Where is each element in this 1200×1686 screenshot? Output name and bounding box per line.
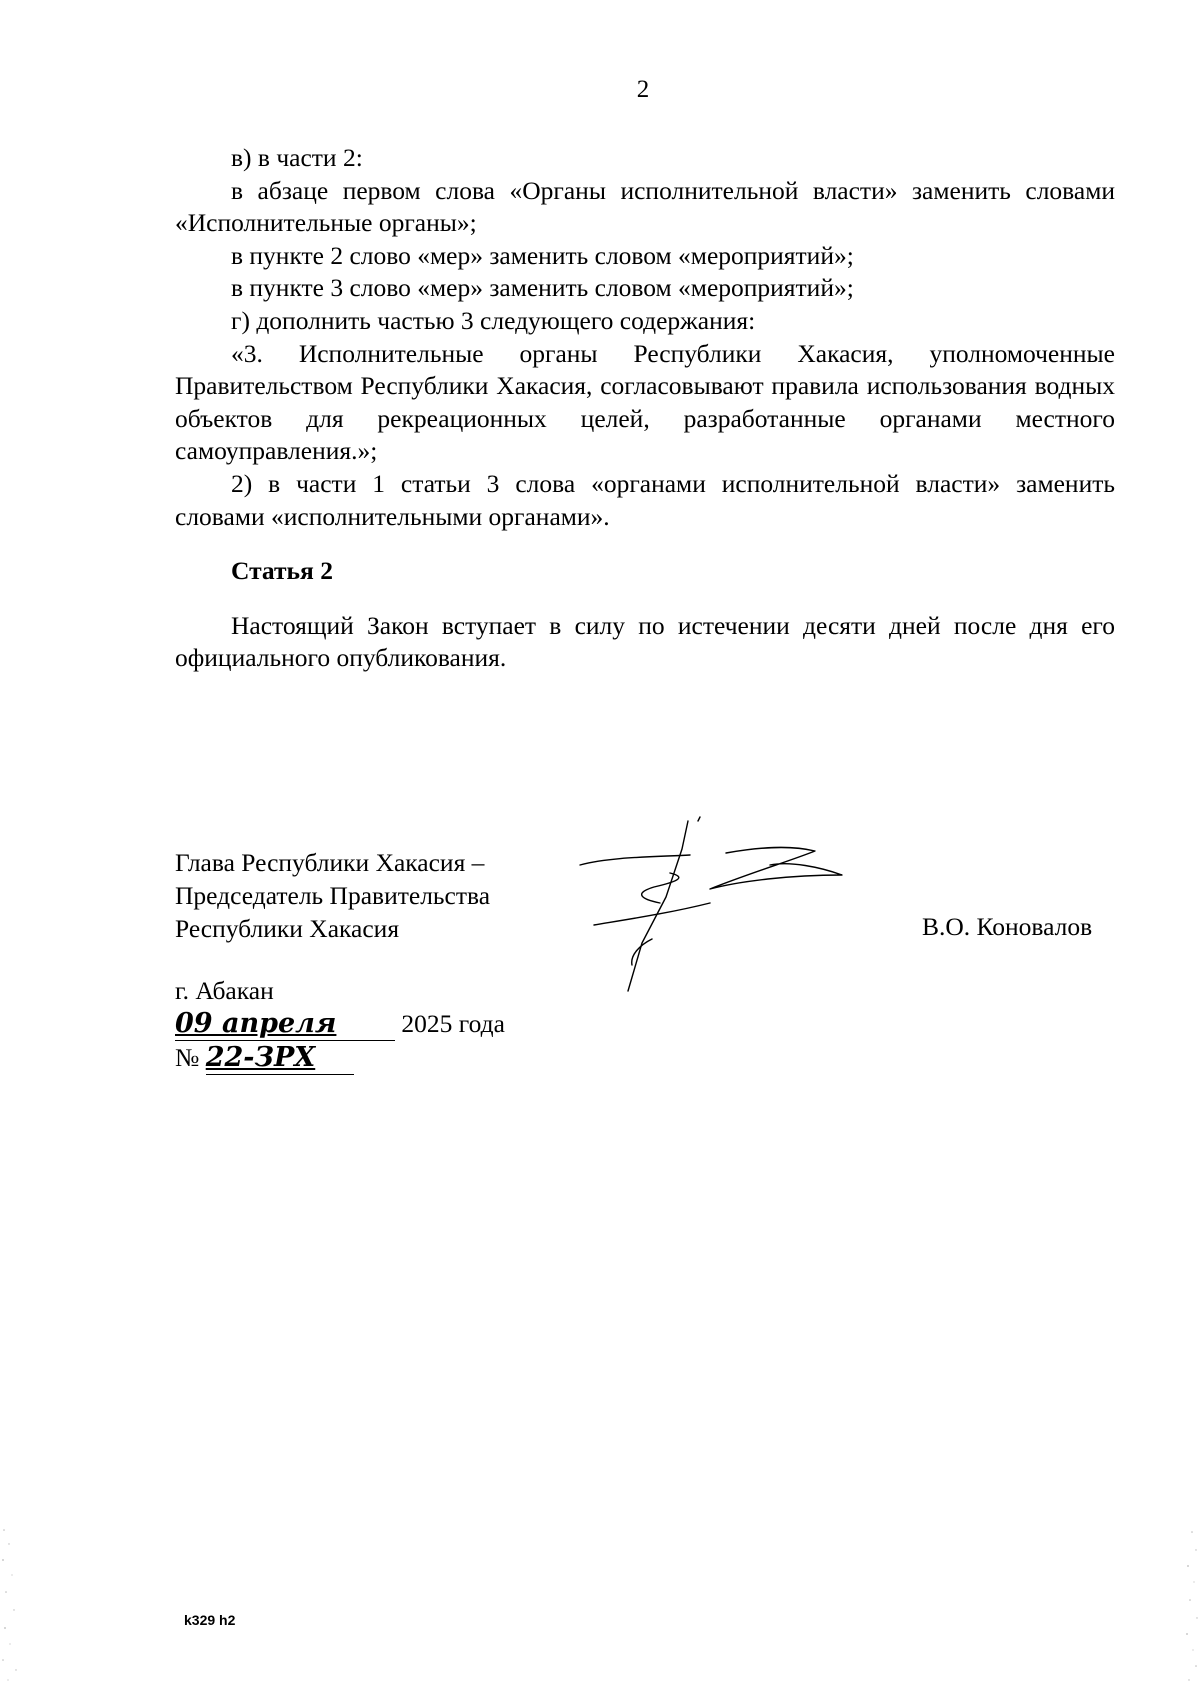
paragraph: 2) в части 1 статьи 3 слова «органами исполнительной власти» заменить словами «исполнительными органами». <box>175 468 1115 531</box>
signatory-title-line: Республики Хакасия <box>175 914 400 943</box>
signatory-title-line: Глава Республики Хакасия – <box>175 848 485 877</box>
date-year: 2025 года <box>401 1009 505 1038</box>
number-handwritten: 22-ЗРХ <box>205 1042 316 1073</box>
paragraph: г) дополнить частью 3 следующего содержания: <box>231 305 756 335</box>
paragraph: «3. Исполнительные органы Республики Хакасия, уполномоченные Правительством Республики Хакасия, согласовывают правила использования водных объектов для рекреационных целей, разработанные органами местного самоуправления.»; <box>175 338 1115 466</box>
paragraph: в абзаце первом слова «Органы исполнительной власти» заменить словами «Исполнительные органы»; <box>175 175 1115 238</box>
signatory-title <box>175 846 490 945</box>
paragraph: в) в части 2: <box>231 143 363 172</box>
paragraph: в пункте 3 слово «мер» заменить словом «мероприятий»; <box>231 273 854 303</box>
scan-noise-right <box>1170 1520 1200 1686</box>
number-line <box>175 1041 505 1075</box>
number-label: № <box>175 1043 200 1072</box>
article-heading: Статья 2 <box>231 556 333 586</box>
scan-noise-left <box>0 1520 30 1686</box>
place-date-number <box>175 974 505 1075</box>
page-number: 2 <box>636 76 650 103</box>
signatory-title-line: Председатель Правительства <box>175 881 491 910</box>
document-body <box>175 142 1115 675</box>
handwritten-signature <box>570 815 880 995</box>
article-text: Настоящий Закон вступает в силу по истечении десяти дней после дня его официального опубликования. <box>175 610 1115 673</box>
paragraph: в пункте 2 слово «мер» заменить словом «мероприятий»; <box>231 240 854 270</box>
place: г. Абакан <box>175 976 274 1005</box>
signatory-name: В.О. Коновалов <box>922 912 1093 941</box>
footer-code: k329 h2 <box>184 1612 236 1628</box>
date-handwritten: 09 апреля <box>175 1008 337 1039</box>
date-line <box>175 1007 505 1041</box>
